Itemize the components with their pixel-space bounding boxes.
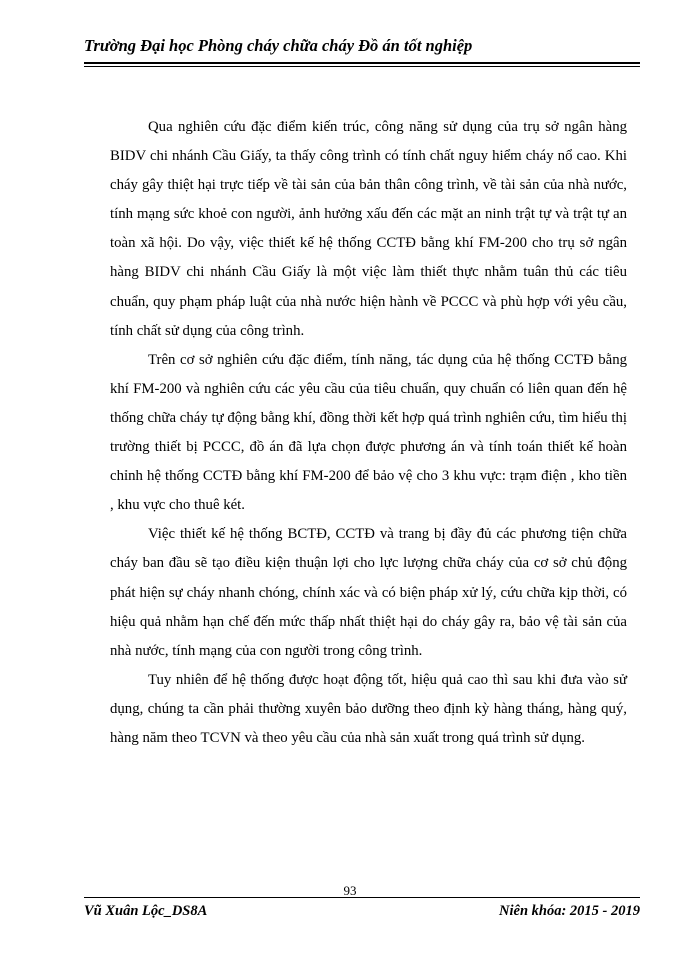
paragraph-3: Việc thiết kế hệ thống BCTĐ, CCTĐ và trang bị đầy đủ các phương tiện chữa cháy ban đầu sẽ tạo điều kiện thuận lợi cho lực lượng chữa cháy của cơ sở chủ động phát hiện sự cháy nhanh chóng, chính xác và có biện pháp xử lý, cứu chữa kịp thời, có hiệu quả nhằm hạn chế đến mức thấp nhất thiệt hại do cháy gây ra, bảo vệ tài sản của nhà nước, tính mạng của con người trong công trình. [110,526,627,659]
header-rule [84,62,640,64]
footer-author: Vũ Xuân Lộc_DS8A [84,903,208,919]
page-number: 93 [343,883,357,898]
header-rule-thin [84,66,640,67]
page-header: Trường Đại học Phòng cháy chữa cháy Đồ án tốt nghiệp [84,36,473,55]
footer-course: Niên khóa: 2015 - 2019 [499,903,640,919]
paragraph-4: Tuy nhiên để hệ thống được hoạt động tốt, hiệu quả cao thì sau khi đưa vào sử dụng, chúng ta cần phải thường xuyên bảo dưỡng theo định kỳ hàng tháng, hàng quý, hàng năm theo TCVN và theo yêu cầu của nhà sản xuất trong quá trình sử dụng. [110,671,627,746]
paragraph-2: Trên cơ sở nghiên cứu đặc điểm, tính năng, tác dụng của hệ thống CCTĐ bằng khí FM-200 và nghiên cứu các yêu cầu của tiêu chuẩn, quy chuẩn có liên quan đến hệ thống chữa cháy tự động bằng khí, đồng thời kết hợp quá trình nghiên cứu, tìm hiểu thị trường thiết bị PCCC, đồ án đã lựa chọn được phương án và tính toán thiết kế hoàn chỉnh hệ thống CCTĐ bằng khí FM-200 để bảo vệ cho 3 khu vực: trạm điện , kho tiền , khu vực cho thuê két. [110,351,627,514]
body-text [110,113,627,753]
paragraph-1: Qua nghiên cứu đặc điểm kiến trúc, công năng sử dụng của trụ sở ngân hàng BIDV chi nhánh Cầu Giấy, ta thấy công trình có tính chất nguy hiểm cháy nổ cao. Khi cháy gây thiệt hại trực tiếp về tài sản của bản thân công trình, về tài sản của nhà nước, tính mạng sức khoẻ con người, ảnh hưởng xấu đến các mặt an ninh trật tự và trật tự an toàn xã hội. Do vậy, việc thiết kế hệ thống CCTĐ bằng khí FM-200 cho trụ sở ngân hàng BIDV chi nhánh Cầu Giấy là một việc làm thiết thực nhằm tuân thủ các tiêu chuẩn, quy phạm pháp luật của nhà nước hiện hành về PCCC và phù hợp với yêu cầu, tính chất sử dụng của công trình. [110,119,627,339]
footer-rule [84,897,640,898]
